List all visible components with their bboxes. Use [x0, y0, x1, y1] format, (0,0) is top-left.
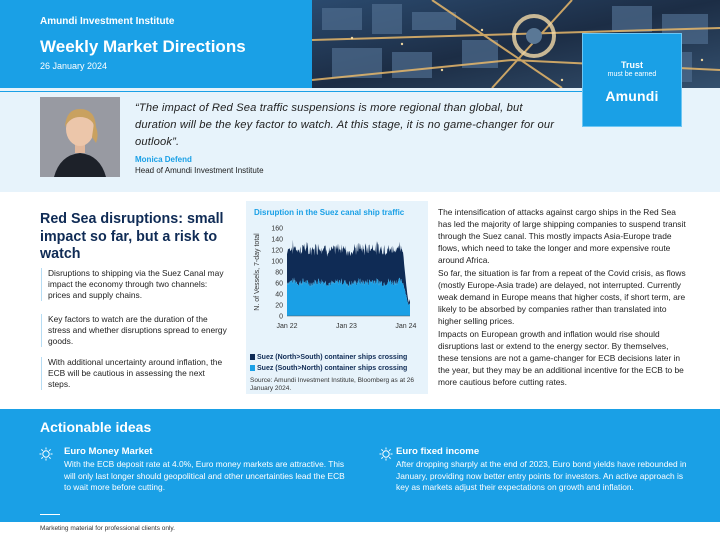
body-paragraph: Impacts on European growth and inflation would rise should disruptions last or extend to the energy sector. By themselves, these tensions are not a game-changer for ECB decisions later in the year, but they may be an additional incentive for the ECB to be more cautious before cutting rates. [438, 329, 684, 387]
body-text [438, 206, 688, 389]
chart-source: Source: Amundi Investment Institute, Bloomberg as at 26 January 2024. [250, 377, 415, 392]
y-tick-label: 20 [275, 302, 283, 310]
idea-title: Euro Money Market [64, 446, 153, 457]
y-tick-label: 120 [271, 247, 283, 255]
key-point: Key factors to watch are the duration of the stress and whether disruptions spread to energy goods. [41, 314, 227, 347]
idea-text: With the ECB deposit rate at 4.0%, Euro money markets are attractive. This will only last longer should geopolitical and other uncertainties lead the ECB to wait more before cutting. [64, 459, 345, 492]
divider [40, 514, 60, 515]
speaker-portrait [40, 97, 120, 177]
brand-tagline-earned: must be earned [607, 71, 657, 78]
idea-title: Euro fixed income [396, 446, 480, 457]
divider [0, 91, 582, 92]
y-tick-label: 40 [275, 291, 283, 299]
section-headline: Red Sea disruptions: small impact so far, but a risk to watch [40, 211, 224, 262]
legend-swatch [250, 354, 255, 360]
legend-item [250, 365, 407, 372]
page-title: Weekly Market Directions [40, 37, 246, 56]
y-tick-label: 80 [275, 269, 283, 277]
idea-text: After dropping sharply at the end of 2023, Euro bond yields have rebounded in January, providing now better entry points for investors. An active approach is key as markets adjust their expectations on growth and inflation. [396, 459, 687, 492]
y-tick-label: 0 [279, 313, 283, 321]
body-paragraph: So far, the situation is far from a repeat of the Covid crisis, as flows (mostly Europe-Asia trade) are delayed, not interrupted. Currently weak demand in Europe means that higher costs, if short term, are likely to be absorbed by companies rather than translated into higher selling prices. [438, 268, 686, 326]
brand-tagline-trust: Trust [620, 60, 643, 70]
lightbulb-icon [378, 446, 394, 462]
publication-date: 26 January 2024 [40, 61, 108, 71]
speaker-role: Head of Amundi Investment Institute [135, 166, 264, 175]
legend-label: Suez (North>South) container ships crossing [257, 354, 408, 361]
legend-swatch [250, 365, 255, 371]
x-tick-label: Jan 24 [395, 323, 417, 330]
x-tick-label: Jan 23 [335, 323, 357, 330]
pull-quote: “The impact of Red Sea traffic suspensions is more regional than global, but duration will be the key factor to watch. At this stage, it is no game-changer for our outlook”. [135, 102, 555, 148]
body-paragraph: The intensification of attacks against cargo ships in the Red Sea has led the majority of large shipping companies to suspend transit through the Suez canal. This mostly impacts Asia-Europe trade flows, which need to take the longer and more expensive route around Africa. [438, 207, 686, 265]
suez-traffic-chart [246, 218, 428, 352]
y-tick-label: 160 [271, 225, 283, 233]
legend-item [250, 354, 407, 361]
y-axis-label: N. of Vessels, 7-day total [254, 233, 261, 311]
lightbulb-icon [38, 446, 54, 462]
key-point: Disruptions to shipping via the Suez Canal may impact the economy through two channels: prices and supply chains. [41, 268, 227, 301]
ideas-title: Actionable ideas [40, 419, 152, 435]
x-tick-label: Jan 22 [276, 323, 298, 330]
chart-title: Disruption in the Suez canal ship traffic [254, 208, 405, 217]
y-tick-label: 140 [271, 236, 283, 244]
institute-name: Amundi Investment Institute [40, 16, 175, 27]
y-tick-label: 100 [271, 258, 283, 266]
key-point: With additional uncertainty around inflation, the ECB will be cautious in assessing the next steps. [41, 357, 227, 390]
footer-disclaimer: Marketing material for professional clients only. [40, 525, 175, 532]
speaker-name: Monica Defend [135, 155, 192, 164]
legend-label: Suez (South>North) container ships crossing [257, 365, 408, 372]
y-tick-label: 60 [275, 280, 283, 288]
amundi-logo: Amundi [605, 88, 659, 104]
brand-box [582, 33, 682, 127]
